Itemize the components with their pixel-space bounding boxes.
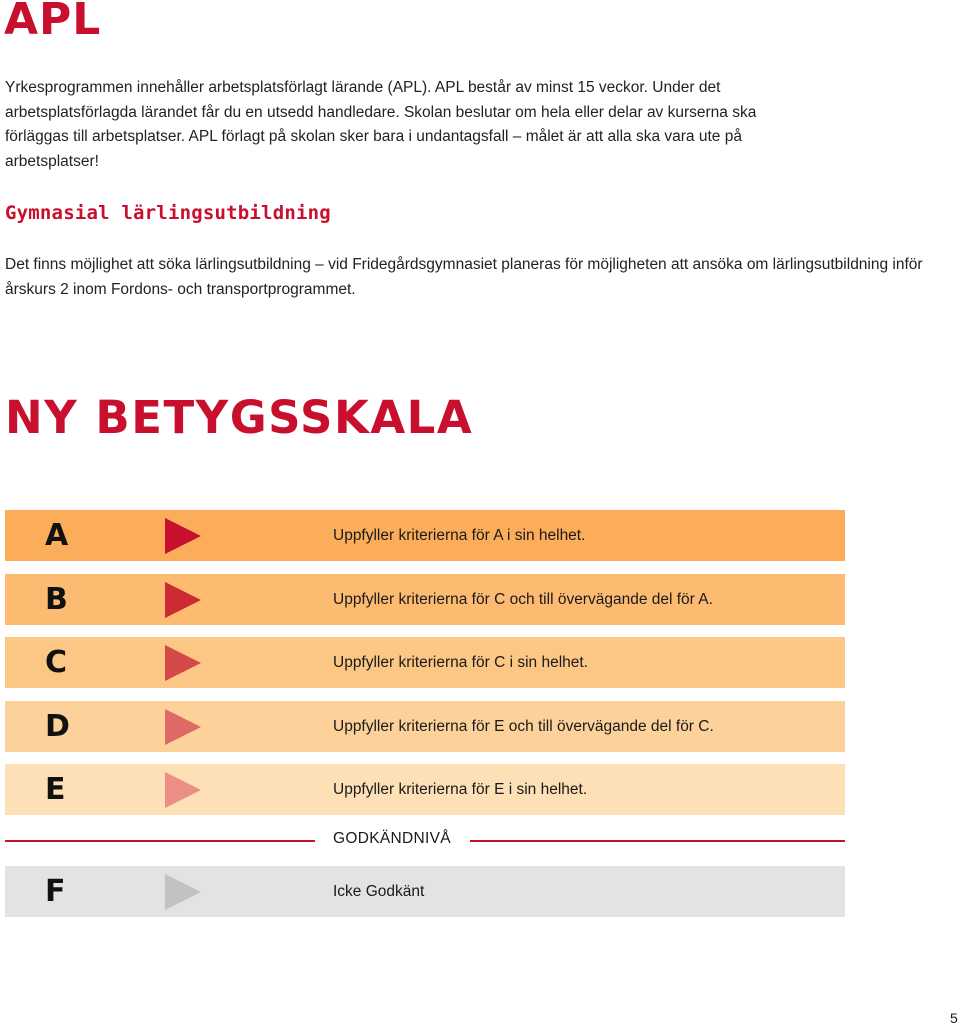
grade-row-a <box>5 510 845 561</box>
play-arrow-icon <box>165 518 201 554</box>
play-arrow-icon <box>165 874 201 910</box>
play-arrow-icon <box>165 582 201 618</box>
grade-letter: F <box>45 874 66 909</box>
apprenticeship-paragraph: Det finns möjlighet att söka lärlingsutbildning – vid Fridegårdsgymnasiet planeras för möjligheten att ansöka om lärlingsutbildning inför årskurs 2 inom Fordons- och transportprogrammet. <box>5 256 923 298</box>
grade-letter: E <box>45 772 66 807</box>
grade-letter: D <box>45 709 70 744</box>
pass-level-line-left <box>5 840 315 842</box>
grade-row-c <box>5 637 845 688</box>
grade-description: Uppfyller kriterierna för C och till övervägande del för A. <box>333 591 713 608</box>
grade-row-d <box>5 701 845 752</box>
grading-scale-heading: NY BETYGSSKALA <box>5 391 474 444</box>
grade-description: Uppfyller kriterierna för A i sin helhet. <box>333 527 586 544</box>
play-arrow-icon <box>165 709 201 745</box>
grade-row-b <box>5 574 845 625</box>
pass-level-line-right <box>470 840 845 842</box>
grade-description: Uppfyller kriterierna för E och till övervägande del för C. <box>333 718 714 735</box>
play-arrow-icon <box>165 645 201 681</box>
grade-description: Icke Godkänt <box>333 883 425 900</box>
grade-letter: B <box>45 582 68 617</box>
grade-description: Uppfyller kriterierna för E i sin helhet. <box>333 781 588 798</box>
grade-letter: A <box>45 518 69 553</box>
pass-level-label: GODKÄNDNIVÅ <box>333 830 451 847</box>
grade-description: Uppfyller kriterierna för C i sin helhet. <box>333 654 588 671</box>
apl-paragraph: Yrkesprogrammen innehåller arbetsplatsförlagt lärande (APL). APL består av minst 15 veckor. Under det arbetsplatsförlagda lärandet får du en utsedd handledare. Skolan beslutar om hela eller delar av kurserna ska förläggas till arbetsplatser. APL förlagt på skolan sker bara i undantagsfall – målet är att alla ska vara ute på arbetsplatser! <box>5 79 757 170</box>
page-number: 5 <box>950 1010 958 1026</box>
grade-row-f <box>5 866 845 917</box>
grade-letter: C <box>45 645 68 680</box>
play-arrow-icon <box>165 772 201 808</box>
apl-heading: APL <box>4 0 102 45</box>
apprenticeship-heading: Gymnasial lärlingsutbildning <box>5 202 331 224</box>
grade-row-e <box>5 764 845 815</box>
